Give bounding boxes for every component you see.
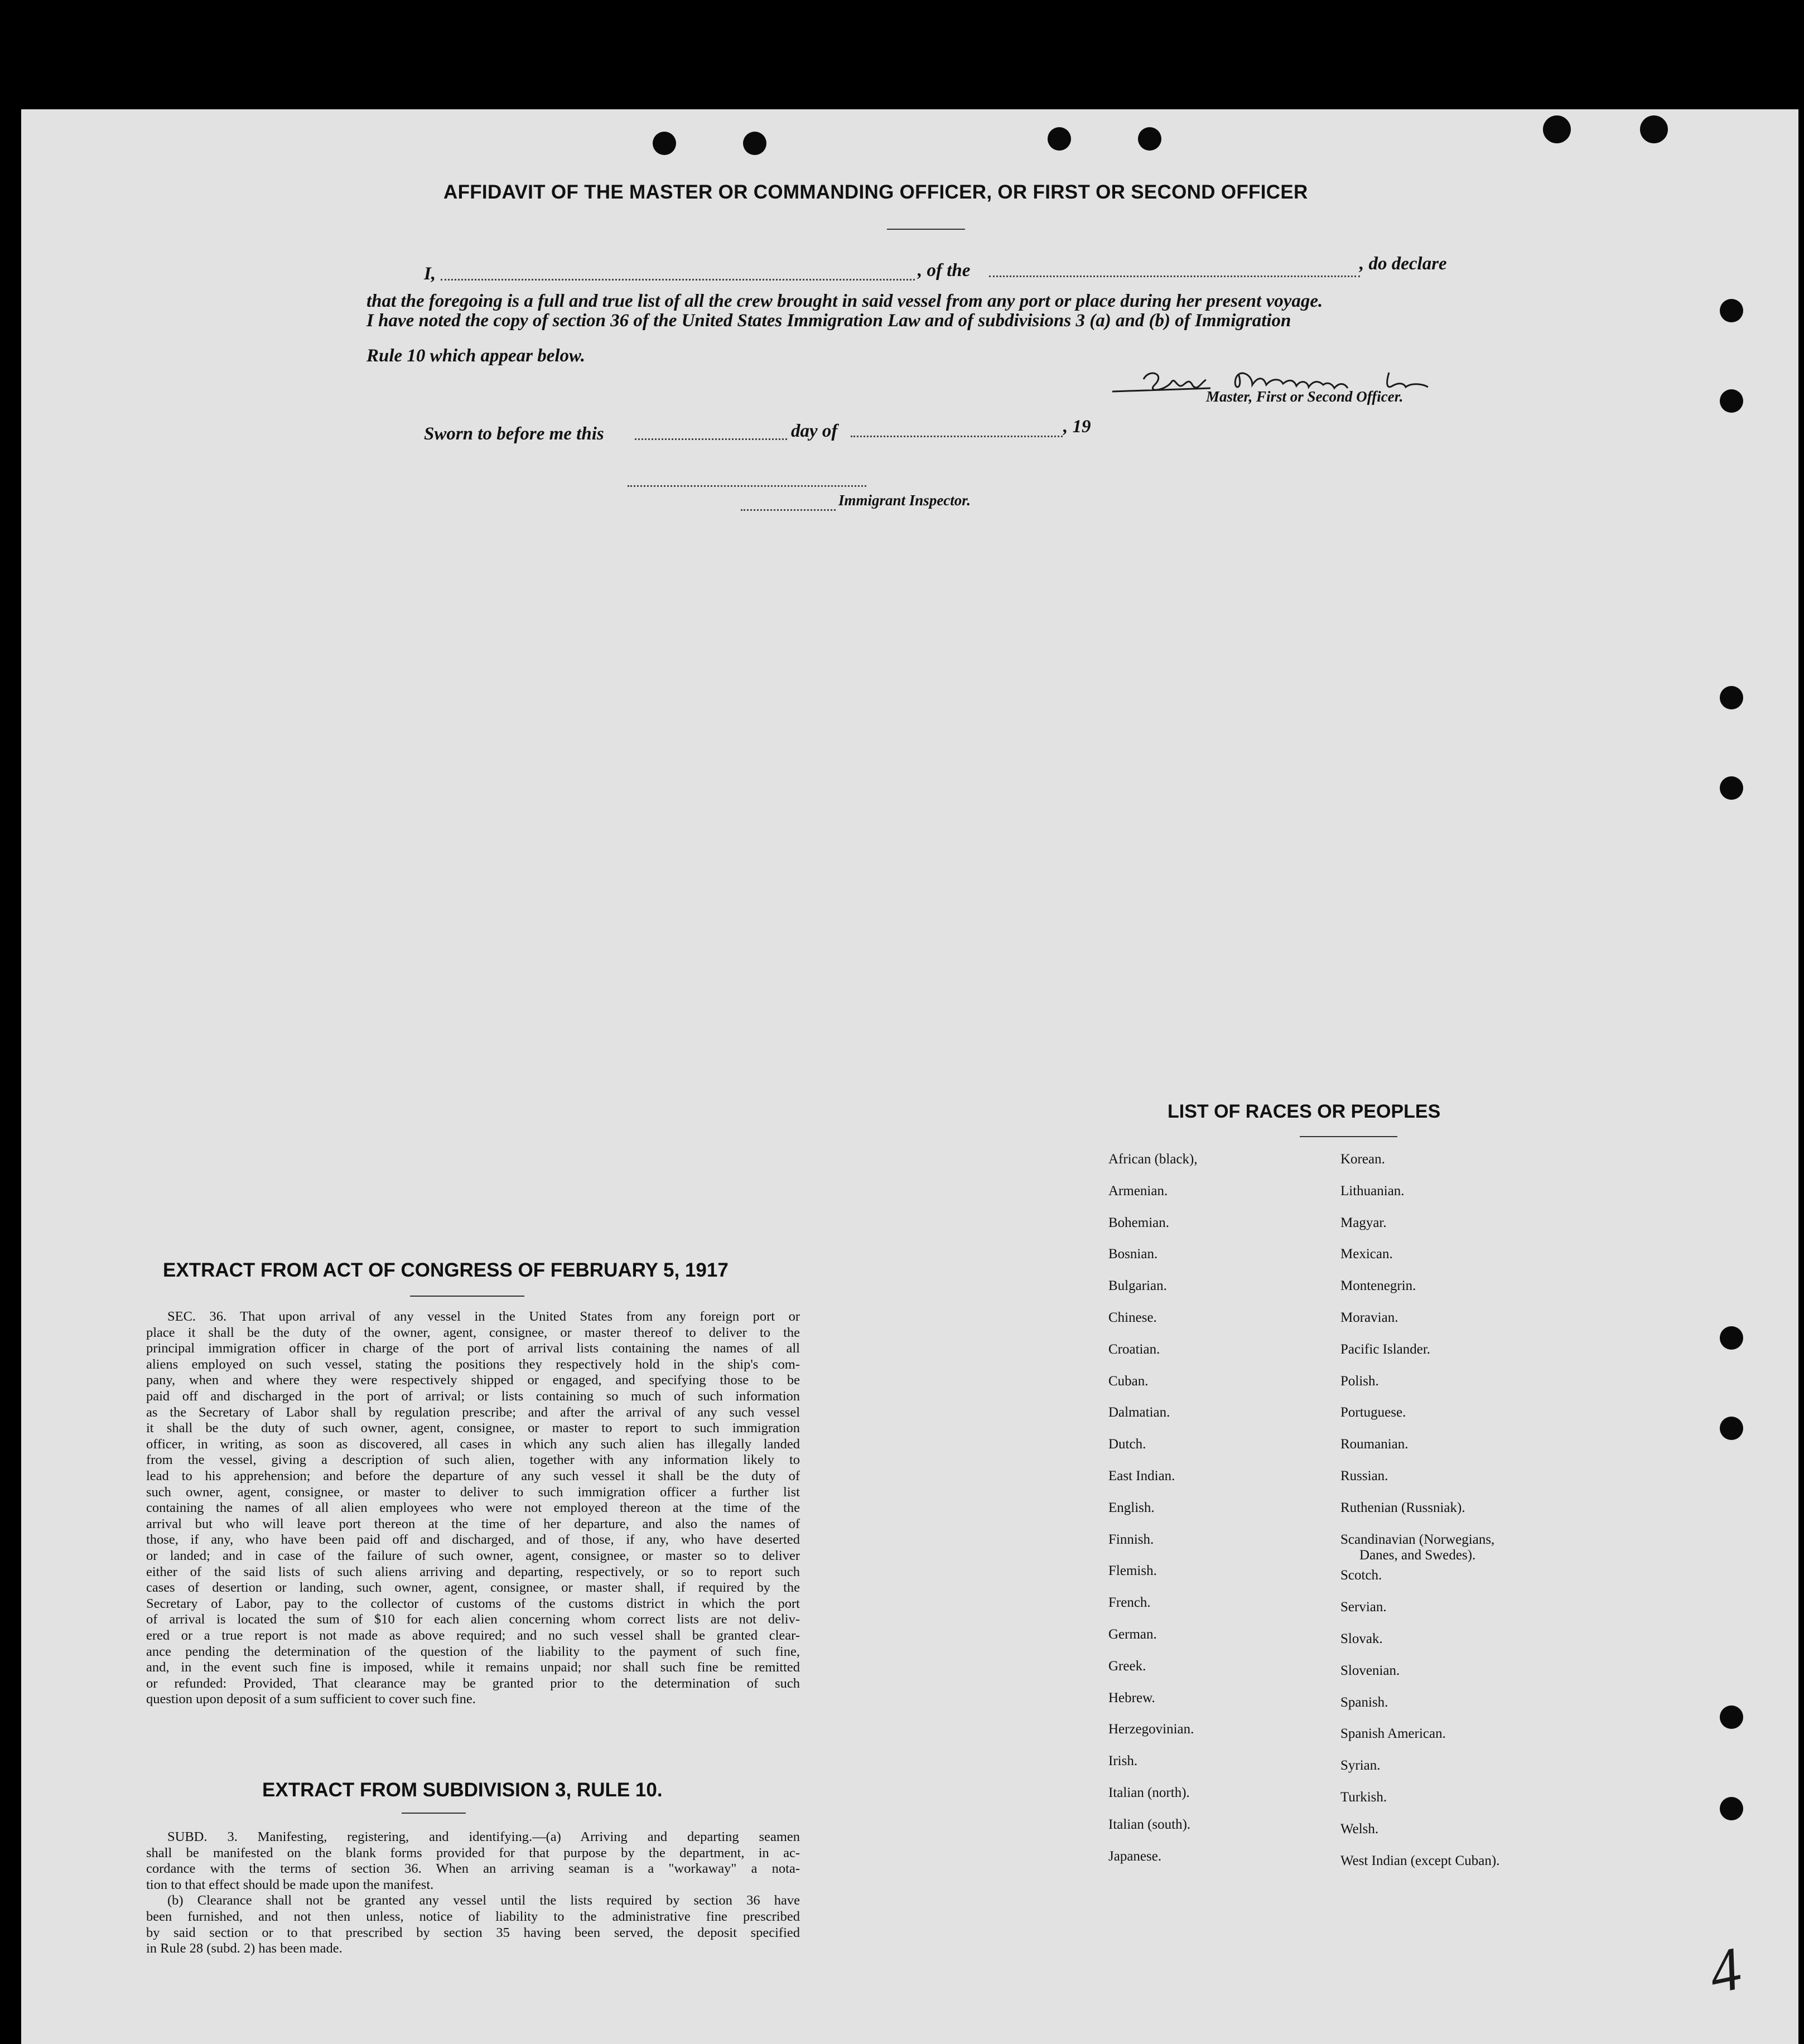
race-right-item: Welsh. <box>1340 1821 1379 1837</box>
sworn-label: Sworn to before me this <box>424 424 604 444</box>
extract-act-line: ance pending the determination of the question of the liability to the payment of such fine, <box>146 1644 800 1659</box>
race-left-item: Armenian. <box>1108 1183 1168 1199</box>
race-right-item: Scandinavian (Norwegians, Danes, and Swedes). <box>1340 1531 1495 1563</box>
race-right-item: Moravian. <box>1340 1310 1398 1325</box>
race-right-item: Russian. <box>1340 1468 1388 1484</box>
races-title: LIST OF RACES OR PEOPLES <box>1168 1101 1441 1122</box>
day-of-label: day of <box>791 421 838 441</box>
extract-rule-line: been furnished, and not then unless, notice of liability to the administrative fine prescribed <box>146 1909 800 1924</box>
race-left-item: Bosnian. <box>1108 1246 1158 1262</box>
race-right-item: Syrian. <box>1340 1758 1381 1774</box>
race-left-item: Japanese. <box>1108 1848 1162 1864</box>
race-right-item: Pacific Islander. <box>1340 1341 1431 1357</box>
extract-act-line: lead to his apprehension; and before the departure of any such vessel it shall be the duty of <box>146 1468 800 1484</box>
race-left-item: Herzegovinian. <box>1108 1722 1194 1737</box>
punch-hole-right-4 <box>1720 776 1743 800</box>
race-right-item: Portuguese. <box>1340 1405 1406 1420</box>
inspector-signature-field[interactable] <box>628 485 866 487</box>
extract-rule-title-rule <box>402 1813 466 1814</box>
affidavit-title: AFFIDAVIT OF THE MASTER OR COMMANDING OFFICER, OR FIRST OR SECOND OFFICER <box>443 181 1308 203</box>
extract-act-line: containing the names of all alien employees who were not employed thereon at the time of the <box>146 1500 800 1516</box>
race-left-item: English. <box>1108 1500 1155 1515</box>
race-left-item: Cuban. <box>1108 1373 1149 1389</box>
punch-hole-top-2 <box>743 132 766 155</box>
race-right-item: Lithuanian. <box>1340 1183 1405 1199</box>
extract-act-line: aliens employed on such vessel, stating the positions they respectively hold in the ship's com- <box>146 1356 800 1372</box>
race-right-item: Scotch. <box>1340 1568 1382 1583</box>
race-left-item: French. <box>1108 1595 1151 1611</box>
declarant-label: I, <box>424 264 436 284</box>
race-left-item: Dutch. <box>1108 1437 1146 1452</box>
race-left-item: Flemish. <box>1108 1563 1157 1579</box>
extract-rule-line: by said section or to that prescribed by section 35 having been served, the deposit specified <box>146 1925 800 1940</box>
extract-rule-line: tion to that effect should be made upon the manifest. <box>146 1877 434 1892</box>
extract-act-line: place it shall be the duty of the owner, agent, consignee, or master thereof to deliver to the <box>146 1325 800 1340</box>
extract-act-line: pany, when and where they were respectively shipped or engaged, and specifying those to be <box>146 1373 800 1388</box>
extract-act-line: Secretary of Labor, pay to the collector of customs of the customs district in which the port <box>146 1596 800 1611</box>
race-left-item: Chinese. <box>1108 1310 1157 1325</box>
punch-hole-right-7 <box>1720 1705 1743 1729</box>
extract-rule-line: shall be manifested on the blank forms provided for that purpose by the department, in ac- <box>146 1845 800 1861</box>
race-left-item: East Indian. <box>1108 1468 1175 1484</box>
extract-act-line: officer, in writing, as soon as discovered, all cases in which any such alien has illegally landed <box>146 1436 800 1452</box>
extract-act-line: or landed; and in case of the failure of such owner, agent, consignee, or master so to deliver <box>146 1548 800 1563</box>
punch-hole-right-1 <box>1720 299 1743 322</box>
extract-act-line: cases of desertion or landing, such owner, agent, consignee, or master shall, if required by the <box>146 1580 800 1596</box>
extract-rule-line: (b) Clearance shall not be granted any vessel until the lists required by section 36 have <box>167 1893 800 1908</box>
race-right-item: Slovenian. <box>1340 1663 1400 1678</box>
punch-hole-right-2 <box>1720 389 1743 413</box>
race-left-item: Italian (south). <box>1108 1816 1191 1832</box>
race-left-item: Hebrew. <box>1108 1690 1155 1705</box>
race-right-item: Servian. <box>1340 1600 1387 1615</box>
extract-act-title: EXTRACT FROM ACT OF CONGRESS OF FEBRUARY 5, 1917 <box>163 1259 729 1281</box>
race-left-item: Irish. <box>1108 1753 1138 1769</box>
race-right-item: Korean. <box>1340 1152 1385 1167</box>
extract-act-line: from the vessel, giving a description of such alien, together with any information likely to <box>146 1452 800 1468</box>
extract-rule-line: in Rule 28 (subd. 2) has been made. <box>146 1941 343 1956</box>
inspector-caption: Immigrant Inspector. <box>838 492 971 509</box>
declarant-name-field[interactable] <box>441 279 915 281</box>
punch-hole-right-8 <box>1720 1797 1743 1820</box>
extract-act-line: it shall be the duty of such owner, agent, consignee, or master to report to such immigration <box>146 1420 800 1436</box>
race-left-item: African (black), <box>1108 1152 1198 1167</box>
extract-act-line: those, if any, who have been paid off and discharged, and of those, if any, who have deserted <box>146 1532 800 1548</box>
extract-act-line: ered or a true report is not made as above required; and no such vessel shall be granted clear- <box>146 1628 800 1643</box>
race-left-item: German. <box>1108 1627 1157 1642</box>
race-left-item: Bulgarian. <box>1108 1278 1167 1294</box>
race-left-item: Italian (north). <box>1108 1785 1190 1800</box>
affidavit-title-rule <box>887 229 965 230</box>
extract-act-line: paid off and discharged in the port of arrival; or lists containing so much of such information <box>146 1389 800 1404</box>
punch-hole-right-5 <box>1720 1326 1743 1350</box>
race-right-item: Magyar. <box>1340 1215 1387 1230</box>
statement-line-1: that the foregoing is a full and true list of all the crew brought in said vessel from any port or place during her present voyage. <box>366 291 1323 311</box>
race-right-item: Montenegrin. <box>1340 1278 1416 1294</box>
of-the-label: , of the <box>918 260 971 281</box>
extract-act-line: SEC. 36. That upon arrival of any vessel in the United States from any foreign port or <box>167 1309 800 1324</box>
statement-line-3: Rule 10 which appear below. <box>366 346 586 366</box>
extract-act-line: either of the said lists of such aliens arriving and departing, respectively, or so to report such <box>146 1564 800 1579</box>
races-title-rule <box>1300 1136 1397 1137</box>
race-left-item: Croatian. <box>1108 1341 1160 1357</box>
punch-hole-top-6 <box>1640 115 1668 143</box>
sworn-day-field[interactable] <box>635 438 787 440</box>
extract-act-line: and, in the event such fine is imposed, while it remains unpaid; nor shall such fine be remitted <box>146 1660 800 1675</box>
officer-caption: Master, First or Second Officer. <box>1206 388 1403 405</box>
extract-rule-line: SUBD. 3. Manifesting, registering, and identifying.—(a) Arriving and departing seamen <box>167 1829 800 1844</box>
extract-act-line: arrival but who will leave port thereon at the time of her departure, and also the names of <box>146 1516 800 1531</box>
extract-act-line: as the Secretary of Labor shall by regulation prescribe; and after the arrival of any such vessel <box>146 1404 800 1420</box>
extract-act-line: of arrival is located the sum of $10 for each alien concerning whom correct lists are not deliv- <box>146 1612 800 1627</box>
race-left-item: Finnish. <box>1108 1531 1154 1547</box>
document-page <box>21 109 1798 2044</box>
inspector-name-field[interactable] <box>741 509 836 511</box>
extract-act-title-rule <box>410 1296 524 1297</box>
year-label: , 19 <box>1063 417 1091 437</box>
race-right-item: Slovak. <box>1340 1631 1383 1646</box>
punch-hole-top-1 <box>653 132 676 155</box>
punch-hole-top-5 <box>1543 115 1571 143</box>
extract-act-line: principal immigration officer in charge of the port of arrival lists containing the names of all <box>146 1341 800 1356</box>
extract-act-line: or refunded: Provided, That clearance may be granted prior to the determination of such <box>146 1675 800 1691</box>
do-declare-label: , do declare <box>1359 254 1447 274</box>
race-right-item: Spanish. <box>1340 1694 1388 1710</box>
extract-rule-line: cordance with the terms of section 36. When an arriving seaman is a "workaway" a nota- <box>146 1861 800 1877</box>
handwritten-page-number: 4 <box>1702 1934 1747 2007</box>
punch-hole-top-4 <box>1138 127 1161 151</box>
extract-rule-title: EXTRACT FROM SUBDIVISION 3, RULE 10. <box>262 1779 663 1801</box>
extract-act-line: such owner, agent, consignee, or master to deliver to such immigration officer a further list <box>146 1484 800 1500</box>
punch-hole-right-3 <box>1720 686 1743 709</box>
race-right-item: Turkish. <box>1340 1790 1387 1805</box>
race-right-item: Mexican. <box>1340 1246 1393 1262</box>
race-right-item: Roumanian. <box>1340 1437 1409 1452</box>
race-right-item: West Indian (except Cuban). <box>1340 1853 1500 1868</box>
race-left-item: Dalmatian. <box>1108 1405 1170 1420</box>
extract-act-line: question upon deposit of a sum sufficient to cover such fine. <box>146 1692 476 1707</box>
race-left-item: Greek. <box>1108 1658 1146 1674</box>
race-right-item: Ruthenian (Russniak). <box>1340 1500 1465 1515</box>
vessel-name-field[interactable] <box>989 276 1360 277</box>
race-left-item: Bohemian. <box>1108 1215 1170 1230</box>
statement-line-2: I have noted the copy of section 36 of the United States Immigration Law and of subdivisions 3 (a) and (b) of Immigration <box>366 311 1291 331</box>
punch-hole-right-6 <box>1720 1417 1743 1440</box>
sworn-month-field[interactable] <box>851 436 1063 437</box>
punch-hole-top-3 <box>1048 127 1071 151</box>
race-right-item: Polish. <box>1340 1373 1379 1389</box>
race-right-item: Spanish American. <box>1340 1726 1446 1742</box>
